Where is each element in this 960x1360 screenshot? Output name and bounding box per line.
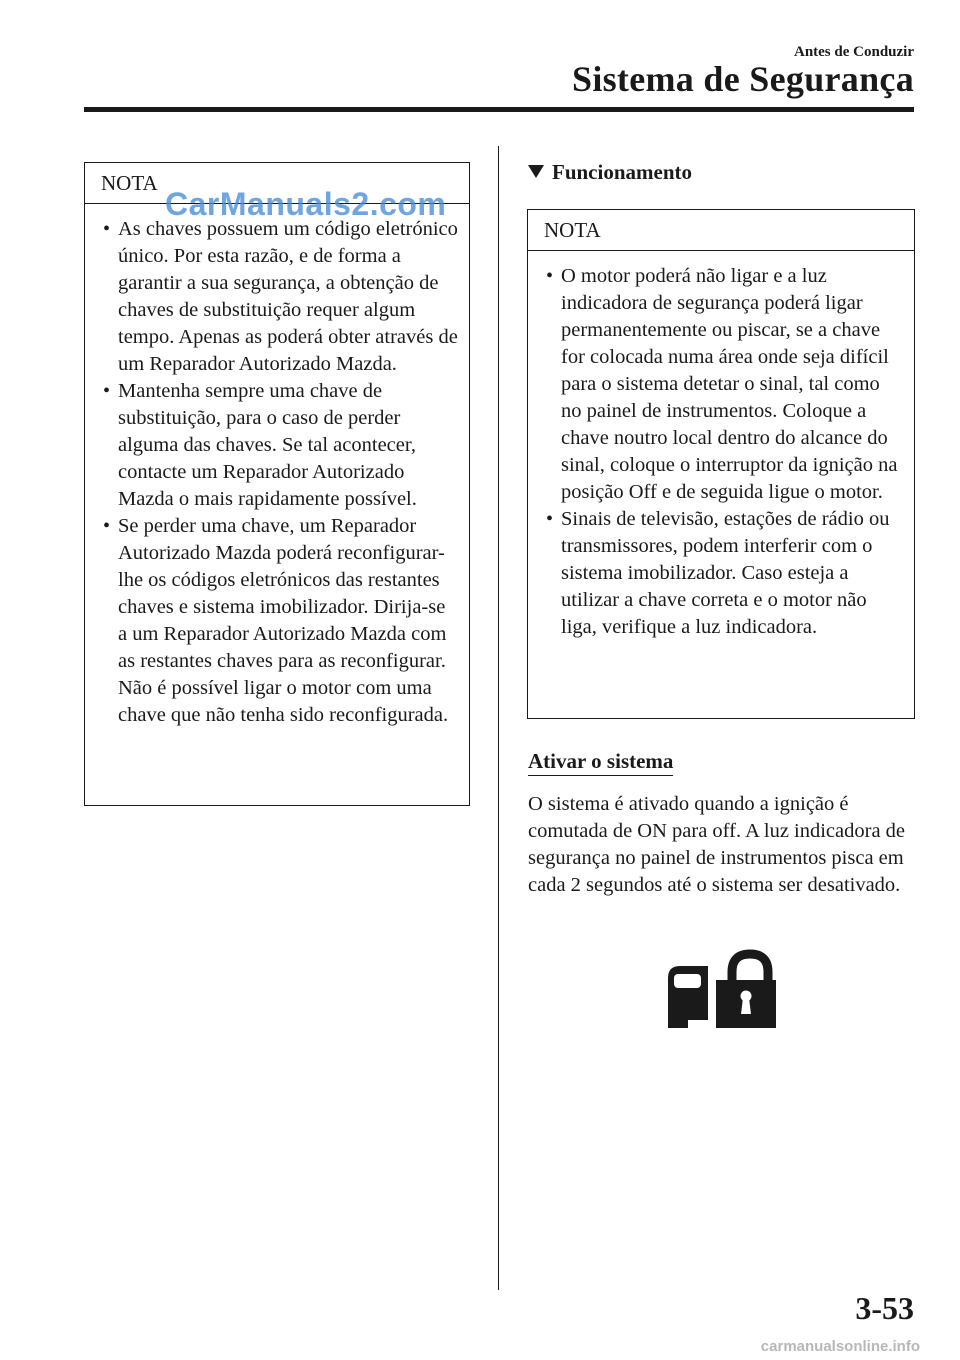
list-item [103,513,459,729]
column-divider [498,146,499,1290]
list-item-text: Mantenha sempre uma chave de substituição, para o caso de perder alguma das chaves. Se tal acontecer, contacte um Reparador Autorizado Mazda o mais rapidamente possível. [118,380,417,510]
activate-body-text: O sistema é ativado quando a ignição é comutada de ON para off. A luz indicadora de segurança no painel de instrumentos pisca em cada 2 segundos até o sistema ser desativado. [528,793,906,896]
list-item-text: Se perder uma chave, um Reparador Autorizado Mazda poderá reconfigurar-lhe os códigos eletrónicos das restantes chaves e sistema imobilizador. Dirija-se a um Reparador Autorizado Mazda com as restantes chaves para as reconfigurar. Não é possível ligar o motor com uma chave que não tenha sido reconfigurada. [118,515,449,726]
operation-heading [528,160,692,185]
watermark-top: CarManuals2.com [165,186,447,222]
note-list [85,204,469,729]
note-heading: NOTA [528,210,914,251]
operation-heading-text: Funcionamento [552,160,693,184]
right-note-box [527,209,915,719]
list-item-text: O motor poderá não ligar e a luz indicadora de segurança poderá ligar permanentemente ou piscar, se a chave for colocada numa área onde seja difícil para o sistema detetar o sinal, tal como no painel de instrumentos. Coloque a chave noutro local dentro do alcance do sinal, coloque o interruptor da ignição na posição Off e de seguida ligue o motor. [561,265,898,503]
list-item-text: As chaves possuem um código eletrónico único. Por esta razão, e de forma a garantir a sua segurança, a obtenção de chaves de substituição requer algum tempo. Apenas as poderá obter através de um Reparador Autorizado Mazda. [118,218,458,375]
page-title: Sistema de Segurança [572,59,914,99]
padlock-shackle [732,954,768,982]
left-note-box [84,162,470,806]
list-item-text: Sinais de televisão, estações de rádio ou transmissores, podem interferir com o sistema imobilizador. Caso esteja a utilizar a chave correta e o motor não liga, verifique a luz indicadora. [561,508,890,638]
list-item [103,378,459,513]
header-section-label: Antes de Conduzir [793,44,914,60]
bullet-icon: • [546,265,554,287]
list-item [103,216,459,378]
bullet-icon: • [103,218,111,240]
down-triangle-icon [528,165,544,178]
activate-section-title: Ativar o sistema [528,749,673,776]
list-item [546,263,904,506]
note-heading: NOTA [85,163,469,204]
list-item [546,506,904,641]
bullet-icon: • [103,380,111,402]
header-rule [84,107,914,112]
bullet-icon: • [103,515,111,537]
watermark-footer: carmanualsonline.info [760,1338,920,1355]
page-number: 3-53 [855,1290,914,1326]
car-window [674,974,701,988]
note-list [528,251,914,641]
car-padlock-icon [668,948,776,1032]
bullet-icon: • [546,508,554,530]
